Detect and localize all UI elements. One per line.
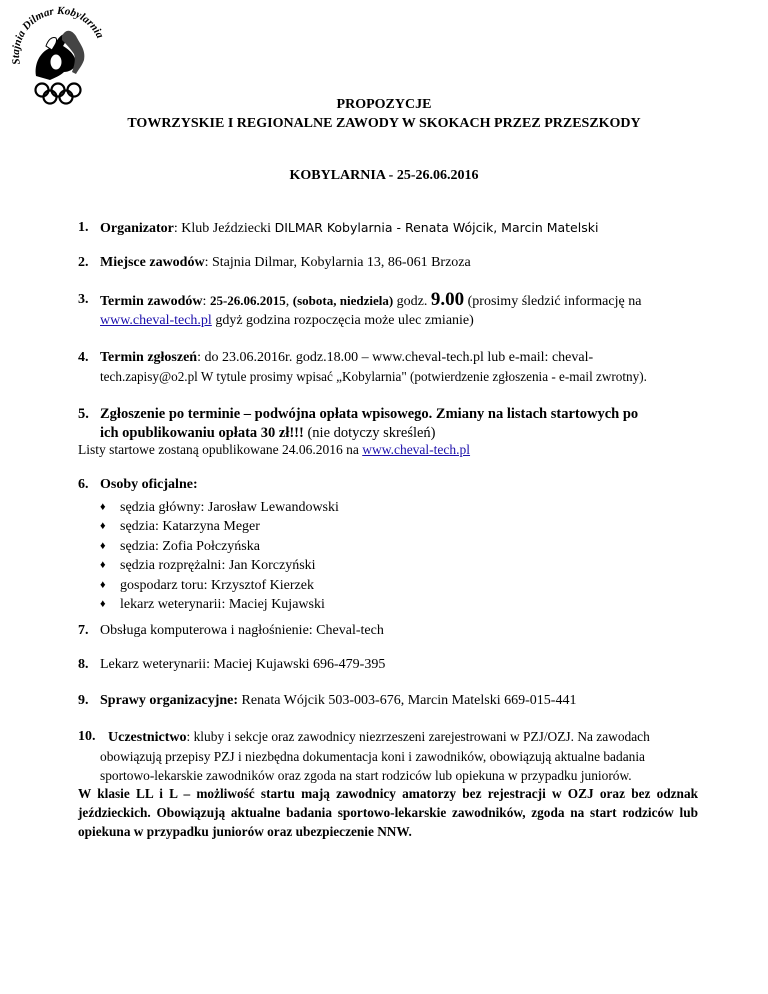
- section-text: : kluby i sekcje oraz zawodnicy niezrzeszeni zarejestrowani w PZJ/OZJ. Na zawodach: [186, 729, 650, 744]
- document-subtitle: TOWRZYSKIE I REGIONALNE ZAWODY W SKOKACH PRZEZ PRZESZKODY: [127, 116, 641, 131]
- section-label: Sprawy organizacyjne:: [100, 693, 239, 708]
- section-number: 5.: [78, 406, 89, 422]
- amateur-rules-paragraph: W klasie LL i L – możliwość startu mają zawodnicy amatorzy bez rejestracji w OZJ oraz bez odznak jeździeckich. Obowiązują aktualne badania sportowo-lekarskie zawodników, zgoda na start rodziców lub opiekuna w przypadku juniorów oraz ubezpieczenie NNW.: [78, 786, 698, 839]
- official-entry: lekarz weterynarii: Maciej Kujawski: [120, 597, 325, 613]
- list-item: [100, 537, 698, 556]
- diamond-bullet-icon: ♦: [100, 539, 106, 552]
- section-text: Renata Wójcik 503-003-676, Marcin Matelski 669-015-441: [238, 693, 577, 708]
- section-computer-service: [78, 621, 698, 640]
- diamond-bullet-icon: ♦: [100, 559, 106, 572]
- section-number: 8.: [78, 657, 89, 672]
- section-number: 7.: [78, 623, 89, 638]
- official-entry: sędzia: Katarzyna Meger: [120, 519, 260, 535]
- list-item: [100, 595, 698, 614]
- start-lists-note: [78, 440, 698, 459]
- section-text: godz.: [393, 294, 431, 309]
- section-number: 6.: [78, 477, 89, 492]
- section-organizational: [78, 691, 698, 710]
- section-organizer: [78, 218, 698, 238]
- section-text: ,: [285, 294, 293, 309]
- event-dates: 25-26.06.2015: [209, 293, 286, 308]
- late-fee-notice: Zgłoszenie po terminie – podwójna opłata wpisowego. Zmiany na listach startowych po: [100, 406, 639, 422]
- section-text: tech.zapisy@o2.pl W tytule prosimy wpisać „Kobylarnia" (potwierdzenie zgłoszenia - e-mail zwrotny).: [100, 369, 647, 384]
- section-number: 4.: [78, 350, 89, 365]
- section-label: Termin zgłoszeń: [100, 350, 198, 365]
- cheval-tech-link[interactable]: www.cheval-tech.pl: [100, 313, 212, 328]
- horse-rider-logo: [6, 6, 112, 106]
- list-item: [100, 576, 698, 595]
- section-text: : Klub Jeździecki: [173, 221, 275, 236]
- section-label: Organizator: [100, 221, 174, 236]
- list-item: [100, 498, 698, 517]
- section-text: : do 23.06.2016r. godz.18.00 – www.cheval-tech.pl lub e-mail: cheval-: [197, 350, 594, 365]
- section-number: 1.: [78, 220, 89, 235]
- official-entry: sędzia: Zofia Połczyńska: [120, 538, 260, 554]
- document-title: PROPOZYCJE: [336, 97, 432, 112]
- section-number: 2.: [78, 255, 89, 270]
- section-text: :: [202, 294, 210, 309]
- section-text: (nie dotyczy skreśleń): [303, 425, 436, 441]
- section-number: 9.: [78, 693, 89, 708]
- list-item: [100, 517, 698, 536]
- diamond-bullet-icon: ♦: [100, 598, 106, 611]
- section-text: gdyż godzina rozpoczęcia może ulec zmianie): [211, 313, 474, 328]
- section-number: 3.: [78, 292, 89, 307]
- section-registration: [78, 348, 698, 386]
- cheval-tech-link-2[interactable]: www.cheval-tech.pl: [362, 442, 471, 457]
- event-location-date: KOBYLARNIA - 25-26.06.2016: [289, 168, 479, 183]
- section-number: 10.: [78, 729, 96, 744]
- late-fee-notice-2: ich opublikowaniu opłata 30 zł!!!: [100, 425, 304, 441]
- section-text: : Stajnia Dilmar, Kobylarnia 13, 86-061 Brzoza: [204, 255, 471, 270]
- section-venue: [78, 253, 698, 272]
- section-label: Termin zawodów: [100, 294, 203, 309]
- section-text: Obsługa komputerowa i nagłośnienie: Cheval-tech: [100, 623, 384, 638]
- event-days: (sobota, niedziela): [292, 293, 394, 308]
- section-label: Uczestnictwo: [108, 730, 187, 745]
- section-dates: [78, 290, 698, 330]
- officials-list: [78, 498, 698, 614]
- section-text: sportowo-lekarskie zawodników oraz zgoda na start rodziców lub opiekuna w przypadku juniorów.: [100, 768, 632, 783]
- diamond-bullet-icon: ♦: [100, 501, 106, 513]
- section-participation: [78, 727, 698, 785]
- official-entry: sędzia rozprężalni: Jan Korczyński: [120, 558, 316, 574]
- section-late-registration: [78, 405, 698, 443]
- start-lists-text: Listy startowe zostaną opublikowane 24.06.2016 na: [78, 442, 363, 457]
- diamond-bullet-icon: ♦: [100, 520, 106, 533]
- diamond-bullet-icon: ♦: [100, 578, 106, 591]
- section-text-organizer-names: DILMAR Kobylarnia - Renata Wójcik, Marcin Matelski: [274, 220, 599, 235]
- section-label: Osoby oficjalne:: [100, 477, 198, 492]
- start-time: 9.00: [430, 289, 465, 310]
- section-text: (prosimy śledzić informację na: [464, 294, 642, 309]
- official-entry: gospodarz toru: Krzysztof Kierzek: [120, 577, 314, 593]
- section-officials: [78, 475, 698, 614]
- section-text: Lekarz weterynarii: Maciej Kujawski 696-479-395: [100, 657, 386, 672]
- section-label: Miejsce zawodów: [100, 255, 205, 270]
- section-veterinarian: [78, 655, 698, 674]
- section-text: obowiązują przepisy PZJ i niezbędna dokumentacja koni i zawodników, obowiązują aktualne badania: [100, 749, 645, 764]
- logo-text: Stajnia Dilmar Kobylarnia: [9, 6, 106, 66]
- list-item: [100, 556, 698, 575]
- official-entry: sędzia główny: Jarosław Lewandowski: [120, 500, 339, 515]
